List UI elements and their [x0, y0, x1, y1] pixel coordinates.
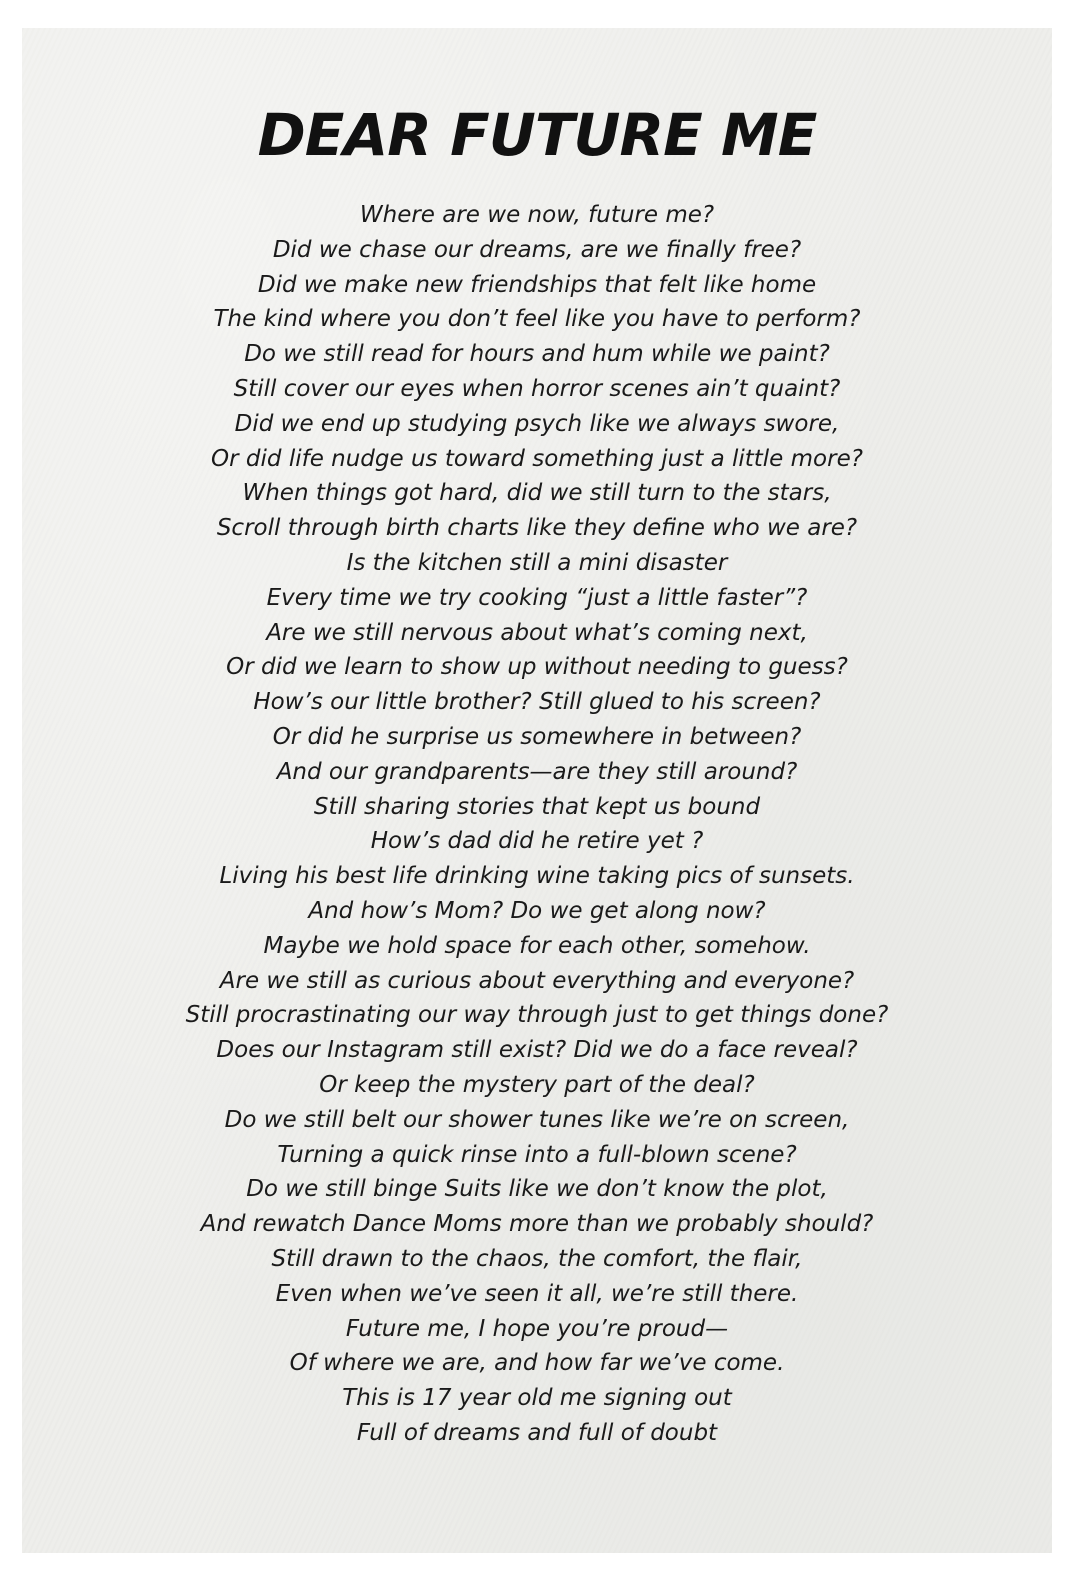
poem-line: Or did life nudge us toward something just a little more?: [211, 445, 863, 472]
paper-sheet: [22, 28, 1052, 1553]
poem-line: Living his best life drinking wine taking pics of sunsets.: [219, 863, 855, 890]
poem-line: Do we still read for hours and hum while we paint?: [244, 341, 830, 368]
poem-line: Does our Instagram still exist? Did we do a face reveal?: [216, 1037, 858, 1064]
poem-line: Turning a quick rinse into a full-blown scene?: [277, 1141, 797, 1168]
poem-line: Full of dreams and full of doubt: [356, 1419, 718, 1446]
poem-line: Are we still as curious about everything and everyone?: [219, 967, 855, 994]
poem-line: How’s our little brother? Still glued to his screen?: [253, 689, 821, 716]
poem-line: Did we chase our dreams, are we finally free?: [272, 236, 802, 263]
poem-line: And our grandparents—are they still around?: [276, 758, 798, 785]
poem-line: Still drawn to the chaos, the comfort, the flair,: [271, 1245, 803, 1272]
poem-body: [22, 198, 1052, 1451]
poem-line: Still cover our eyes when horror scenes ain’t quaint?: [233, 375, 841, 402]
poem-line: Even when we’ve seen it all, we’re still there.: [275, 1280, 799, 1307]
poem-line: Still sharing stories that kept us bound: [313, 793, 761, 820]
poem-line: Or keep the mystery part of the deal?: [319, 1071, 755, 1098]
poem-line: Or did we learn to show up without needing to guess?: [226, 654, 848, 681]
poem-line: Scroll through birth charts like they define who we are?: [216, 515, 858, 542]
poem-line: Maybe we hold space for each other, somehow.: [263, 932, 811, 959]
poem-title: DEAR FUTURE ME: [257, 101, 817, 169]
poem-line: Or did he surprise us somewhere in between?: [272, 723, 802, 750]
poem-line: The kind where you don’t feel like you have to perform?: [213, 306, 861, 333]
poem-line: And how’s Mom? Do we get along now?: [308, 897, 766, 924]
poem-line: Of where we are, and how far we’ve come.: [289, 1350, 785, 1377]
poem-line: And rewatch Dance Moms more than we probably should?: [200, 1211, 874, 1238]
poem-line: Where are we now, future me?: [359, 202, 715, 228]
poem-line: This is 17 year old me signing out: [342, 1385, 732, 1412]
poem-line: Is the kitchen still a mini disaster: [346, 549, 728, 576]
poem-line: Still procrastinating our way through just to get things done?: [185, 1002, 889, 1029]
poem-line: Did we end up studying psych like we always swore,: [234, 410, 840, 437]
poem-line: When things got hard, did we still turn to the stars,: [242, 480, 832, 507]
poem-line: Do we still binge Suits like we don’t know the plot,: [246, 1176, 828, 1203]
poem-line: Future me, I hope you’re proud—: [345, 1315, 729, 1342]
poem-line: Do we still belt our shower tunes like we’re on screen,: [224, 1106, 850, 1133]
poem-line: Are we still nervous about what’s coming next,: [266, 619, 808, 646]
poem-line: How’s dad did he retire yet ?: [370, 828, 704, 855]
poem-line: Every time we try cooking “just a little faster”?: [266, 584, 808, 611]
poem-line: Did we make new friendships that felt like home: [257, 271, 817, 298]
